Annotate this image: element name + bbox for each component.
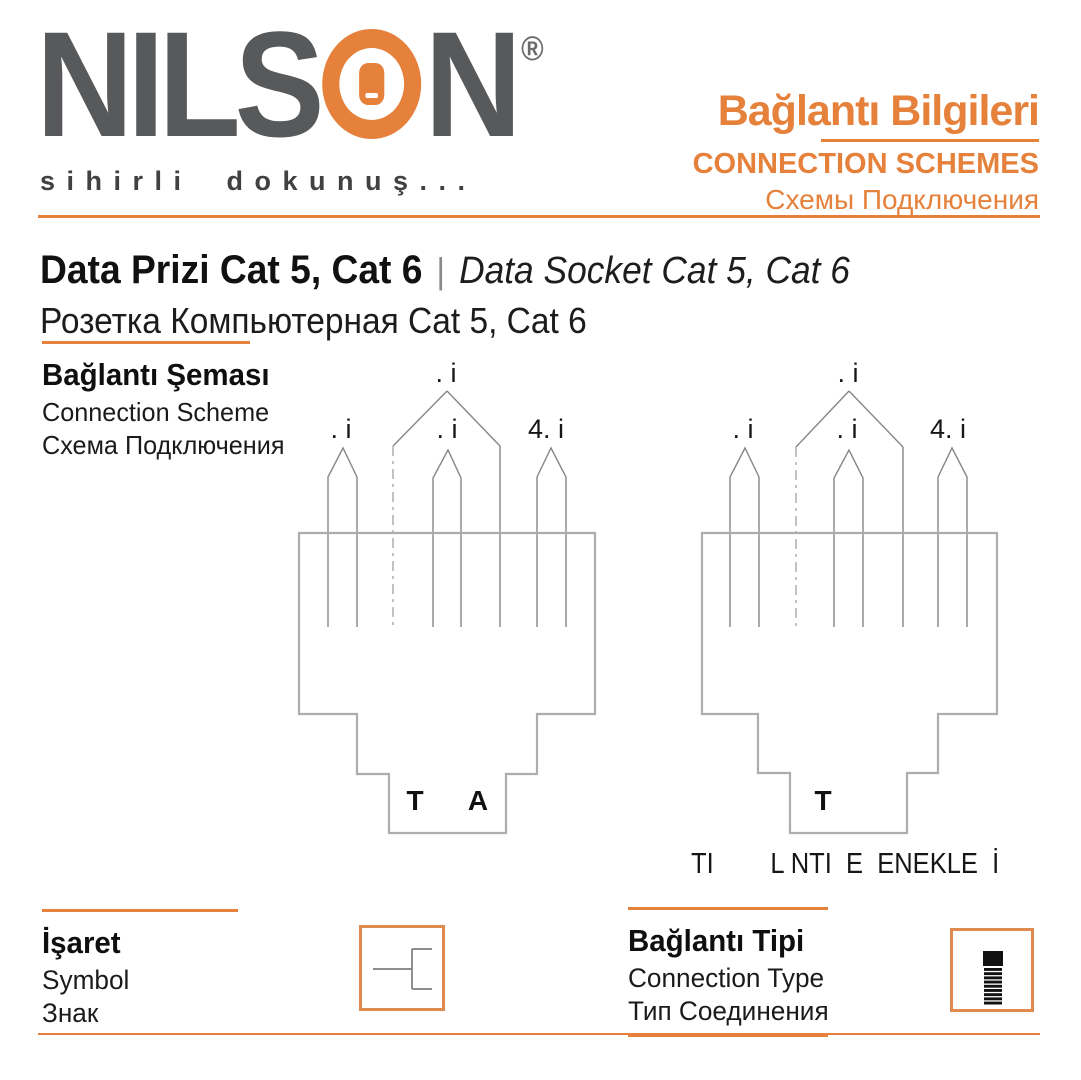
symbol-label-ru: Знак [42, 998, 99, 1028]
screw-terminal-icon [953, 931, 1031, 1009]
diagram-a-label-left: . i [330, 414, 352, 444]
nilson-logo-o-icon [322, 29, 421, 139]
type-label-en: Connection Type [628, 963, 825, 993]
accent-line [42, 341, 250, 344]
wiring-diagram-b [702, 391, 997, 833]
diagram-a-mark-a: A [467, 785, 489, 816]
diagram-a-label-right: 4. i [527, 414, 565, 444]
header-title-tr: Bağlantı Bilgileri [717, 87, 1039, 135]
brand-tagline: sihirli dokunuş... [40, 166, 477, 196]
scheme-label-ru: Схема Подключения [42, 430, 285, 460]
symbol-label-block [42, 909, 238, 1027]
symbol-label-tr: İşaret [42, 925, 121, 960]
product-title-line1 [40, 248, 850, 293]
product-name-ru: Розетка Компьютерная Cat 5, Cat 6 [40, 300, 587, 341]
logo-o-switch-pill [359, 63, 384, 105]
bottom-rule [38, 1033, 1040, 1035]
page-header [693, 88, 1039, 215]
diagram-b-label-right: 4. i [929, 414, 967, 444]
type-label-ru: Тип Соединения [628, 996, 829, 1026]
product-name-tr: Data Prizi Cat 5, Cat 6 [40, 248, 423, 292]
symbol-label-en: Symbol [42, 965, 130, 995]
logo-o-ring [339, 48, 404, 120]
connection-type-label-block [628, 907, 835, 1037]
logo-text-left: NILS [36, 0, 319, 168]
product-title [40, 248, 911, 342]
diagram-a-mark-t: T [406, 785, 424, 816]
header-underline [821, 139, 1039, 142]
connection-type-box [950, 928, 1034, 1012]
title-separator: | [436, 250, 446, 291]
diagram-b-label-left: . i [732, 414, 754, 444]
logo-o-notch [365, 93, 378, 98]
header-title-ru: Схемы Подключения [765, 184, 1039, 215]
logo-text-right: N [424, 0, 516, 168]
header-divider [38, 215, 1040, 218]
diagram-note-text: TI L NTI E ENEKLE İ [691, 848, 1000, 880]
accent-line [42, 909, 238, 912]
diagram-b-label-middle: . i [836, 414, 858, 444]
scheme-label-en: Connection Scheme [42, 397, 270, 427]
header-title-en: CONNECTION SCHEMES [692, 148, 1039, 180]
diagram-b-mark-t: T [814, 785, 832, 816]
nilson-logo [36, 0, 544, 168]
accent-line [628, 907, 828, 910]
type-label-tr: Bağlantı Tipi [628, 923, 805, 958]
data-socket-symbol-icon [362, 928, 442, 1008]
diagram-a-label-middle: . i [436, 414, 458, 444]
connection-scheme-label-block [42, 341, 292, 459]
scheme-label-tr: Bağlantı Şeması [42, 357, 270, 392]
registered-trademark-icon: ® [521, 30, 544, 68]
symbol-box [359, 925, 445, 1011]
diagram-a-label-top: . i [435, 358, 457, 388]
product-name-en: Data Socket Cat 5, Cat 6 [459, 250, 850, 292]
diagram-b-label-top: . i [837, 358, 859, 388]
wiring-diagram-a [299, 391, 595, 833]
